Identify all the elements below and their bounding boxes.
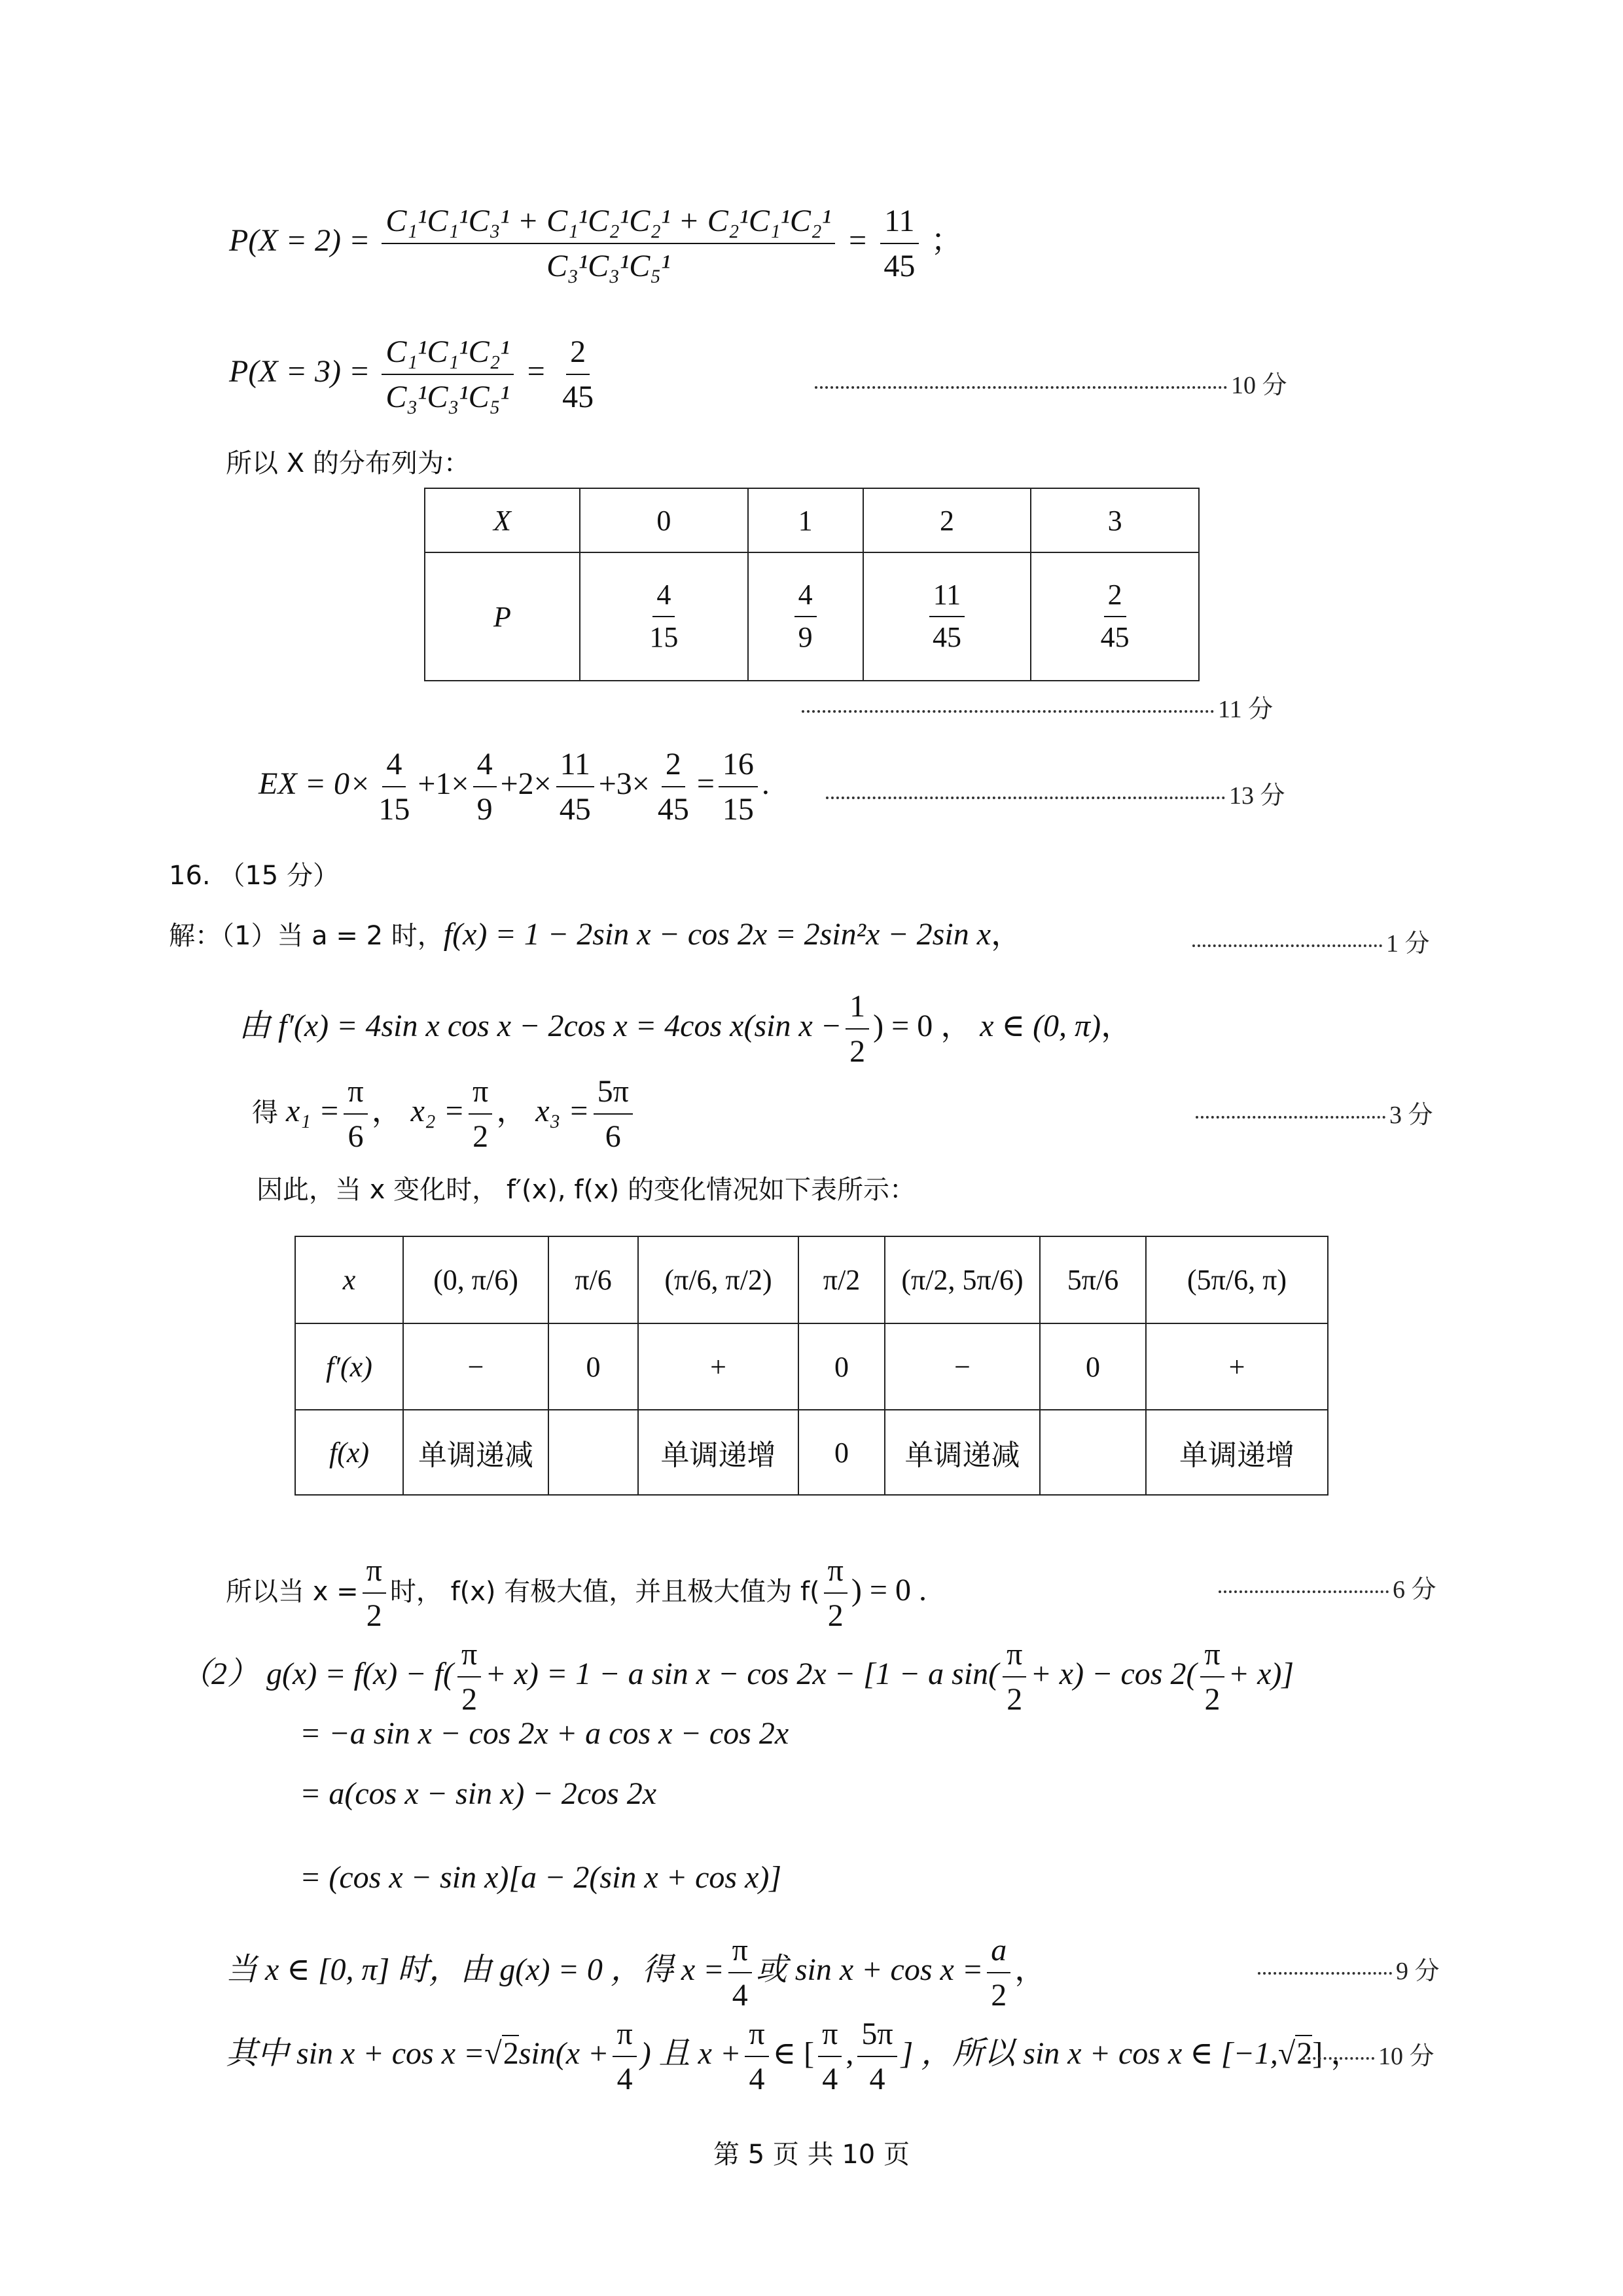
denominator: 2 [827,1598,844,1634]
case-line [226,1932,1046,2013]
denominator: 2 [1204,1682,1221,1717]
fraction [745,2016,768,2097]
fraction [929,579,965,654]
denominator: C₃¹C₃¹C₅¹ [546,249,671,284]
score-text: 3 分 [1389,1102,1433,1129]
range-prefix: 其中 sin x + cos x = [226,2036,485,2072]
punct: ， [1101,1009,1133,1044]
equals: = [847,223,868,259]
range-end: ] ， [1312,2036,1363,2072]
solution-part1-line [169,919,1022,950]
max-prefix: 所以当 x = [226,1577,359,1607]
score-text: 9 分 [1396,1958,1440,1985]
table-cell [1040,1410,1146,1495]
table-cell: 单调递增 [638,1410,798,1495]
operator: = [696,766,715,802]
fraction [794,579,817,654]
fraction [469,1073,492,1155]
numerator: π [457,1636,481,1677]
score-text: 10 分 [1231,372,1287,399]
numerator: π [818,2016,842,2057]
denominator: 45 [883,249,916,284]
punct: ， [496,1094,528,1129]
sqrt-symbol: √2 [1277,2036,1313,2072]
expr: + x) = 1 − a sin x − cos 2x − [1 − a sin( [485,1657,999,1692]
punct: ； [931,223,963,259]
punct: . [761,766,770,802]
case-prefix: 当 x ∈ [0, π] 时，由 g(x) = 0 ，得 x = [226,1952,724,1988]
fraction [987,1932,1010,2013]
table-cell: f′(x) [295,1323,403,1410]
table-cell: (π/6, π/2) [638,1236,798,1323]
table-cell: (π/2, 5π/6) [885,1236,1040,1323]
expr: + x) − cos 2( [1030,1657,1197,1692]
roots-prefix: 得 [252,1098,278,1128]
denominator: 15 [722,792,754,827]
numerator: π [745,2016,768,2057]
radicand: 2 [503,2036,519,2072]
score-text: 6 分 [1393,1576,1436,1604]
expr: + x)] [1228,1657,1294,1692]
max-mid: 时， f(x) 有极大值，并且极大值为 f( [389,1577,820,1607]
table-cell [748,552,863,681]
table-cell: − [885,1323,1040,1410]
score-marker [1258,1950,1440,1986]
table-cell [548,1410,638,1495]
eq-lhs: P(X = 2) = [229,223,370,259]
derivative-line [239,988,1132,1069]
table-cell: 0 [1040,1323,1146,1410]
eq-p-x2 [229,203,962,284]
fraction [645,579,682,654]
radicand: 2 [1296,2036,1313,2072]
table-cell: 0 [580,488,748,552]
fraction [857,2016,897,2097]
page-footer: 第 5 页 共 10 页 [713,2140,910,2170]
range-line [226,2016,1362,2097]
table-cell: 3 [1031,488,1199,552]
fraction [654,746,693,827]
table-row [295,1236,1328,1323]
denominator: 4 [822,2062,838,2097]
score-marker [815,365,1287,401]
numerator: π [1003,1636,1026,1677]
score-marker [826,775,1285,811]
fraction [473,746,497,827]
table-cell [863,552,1031,681]
roots-line [252,1073,637,1155]
punct: ， [371,1094,403,1129]
fraction [728,1932,752,2013]
score-text: 10 分 [1378,2043,1435,2070]
score-marker [1219,1569,1436,1605]
fraction [846,988,869,1069]
numerator: 4 [382,746,406,787]
part2-line4: = (cos x − sin x)[a − 2(sin x + cos x)] [300,1860,782,1895]
table-cell: 单调递减 [885,1410,1040,1495]
deriv-mid: ) = 0 ， [873,1009,972,1044]
denominator: 45 [562,380,594,415]
table-cell [1031,552,1199,681]
punct: ， [991,917,1023,952]
part2-line2: = −a sin x − cos 2x + a cos x − cos 2x [300,1716,789,1751]
denominator: 9 [476,792,493,827]
table-cell: x [295,1236,403,1323]
table-cell: 0 [798,1410,885,1495]
fraction [1003,1636,1026,1717]
fraction [374,746,414,827]
score-text: 1 分 [1386,930,1430,958]
table-cell: P [425,552,580,681]
denominator: 2 [461,1682,478,1717]
score-text: 13 分 [1229,782,1285,810]
denominator: 45 [559,792,591,827]
root-label: x₁ = [286,1094,340,1129]
denominator: 15 [649,621,679,653]
operator: +1× [418,766,469,802]
operator: +2× [500,766,552,802]
part2-line1 [180,1636,1294,1717]
table-cell: − [403,1323,548,1410]
table-cell: 1 [748,488,863,552]
numerator: 5π [594,1073,633,1115]
table-cell: (5π/6, π) [1146,1236,1328,1323]
score-marker [1302,2036,1435,2072]
denominator: 2 [991,1978,1007,2013]
numerator: 4 [473,746,497,787]
table-cell: f(x) [295,1410,403,1495]
sqrt-symbol: √2 [484,2036,519,2072]
numerator: 5π [857,2016,897,2057]
table-cell [580,552,748,681]
fraction [556,746,595,827]
dist-intro: 所以 X 的分布列为： [226,448,470,478]
numerator: 11 [880,203,918,244]
denominator: 6 [605,1119,621,1155]
fraction [818,2016,842,2097]
numerator: π [363,1552,386,1594]
numerator: π [613,2016,636,2057]
denominator: 45 [932,621,961,653]
denominator: 45 [657,792,689,827]
table-cell: 2 [863,488,1031,552]
denominator: C₃¹C₃¹C₅¹ [385,380,510,415]
numerator: π [469,1073,492,1115]
range-sin: sin(x + [518,2036,609,2072]
denominator: 45 [1100,621,1130,653]
expr: （2） g(x) = f(x) − f( [180,1657,454,1692]
numerator: 2 [662,746,685,787]
numerator: C₁¹C₁¹C₃¹ + C₁¹C₂¹C₂¹ + C₂¹C₁¹C₂¹ [382,203,835,244]
fraction [558,334,597,415]
table-cell: 单调递减 [403,1410,548,1495]
max-value-line [226,1552,927,1634]
denominator: 2 [1007,1682,1023,1717]
numerator: 16 [719,746,758,787]
range-in: ∈ [ [772,2036,815,2072]
question-number: 16. （15 分） [169,861,339,891]
score-marker [1196,1094,1433,1130]
fraction [344,1073,367,1155]
table-intro: 因此，当 x 变化时， f′(x), f(x) 的变化情况如下表所示： [257,1175,916,1205]
table-cell: π/2 [798,1236,885,1323]
root-label: x₂ = [410,1094,465,1129]
sol-expr: f(x) = 1 − 2sin x − cos 2x = 2sin²x − 2sin x [443,917,991,952]
fraction [594,1073,633,1155]
eq-lhs: EX = 0× [259,766,371,802]
punct: ， [1014,1952,1046,1988]
numerator: C₁¹C₁¹C₂¹ [382,334,513,375]
numerator: 4 [794,579,817,617]
expectation-eq [259,746,770,827]
denominator: 2 [849,1034,866,1069]
fraction [382,334,513,415]
denominator: 4 [732,1978,748,2013]
denominator: 2 [366,1598,382,1634]
denominator: 4 [616,2062,633,2097]
denominator: 4 [749,2062,765,2097]
eq-lhs: P(X = 3) = [229,354,370,389]
max-end: ) = 0 . [851,1573,927,1608]
denominator: 9 [798,621,813,653]
numerator: π [824,1552,847,1594]
numerator: 2 [566,334,590,375]
denominator: 15 [378,792,410,827]
table-cell: 0 [798,1323,885,1410]
sol-prefix: 解：（1）当 a = 2 时， [169,921,444,951]
case-mid: 或 sin x + cos x = [755,1952,984,1988]
denominator: 6 [348,1119,364,1155]
denominator: 2 [473,1119,489,1155]
range-close: ] ，所以 sin x + cos x ∈ [−1, [901,2036,1278,2072]
numerator: π [1200,1636,1224,1677]
deriv-expr: 由 f′(x) = 4sin x cos x − 2cos x = 4cos x(sin x − [239,1009,842,1044]
eq-p-x3 [229,334,601,415]
table-row [425,552,1199,681]
operator: +3× [598,766,650,802]
table-cell: 5π/6 [1040,1236,1146,1323]
table-cell: 单调递增 [1146,1410,1328,1495]
table-cell: 0 [548,1323,638,1410]
equals: = [525,354,547,389]
numerator: 4 [652,579,675,617]
numerator: π [728,1932,752,1973]
numerator: π [344,1073,367,1115]
table-cell: + [1146,1323,1328,1410]
fraction [1200,1636,1224,1717]
score-text: 11 分 [1218,696,1274,723]
part2-line3: = a(cos x − sin x) − 2cos 2x [300,1776,657,1811]
root-label: x₃ = [535,1094,590,1129]
range-mid: ) 且 x + [640,2036,741,2072]
fraction [363,1552,386,1634]
fraction [824,1552,847,1634]
fraction [382,203,835,284]
denominator: 4 [869,2062,885,2097]
table-cell: π/6 [548,1236,638,1323]
distribution-table [424,488,1200,681]
numerator: 2 [1104,579,1126,617]
score-marker [1192,923,1430,959]
fraction [1097,579,1133,654]
fraction [613,2016,636,2097]
table-row [425,488,1199,552]
numerator: 11 [929,579,965,617]
variation-table [294,1236,1329,1496]
numerator: 1 [846,988,869,1030]
table-row [295,1323,1328,1410]
score-marker [802,689,1273,725]
numerator: a [987,1932,1010,1973]
table-cell: + [638,1323,798,1410]
table-row [295,1410,1328,1495]
punct: , [846,2036,854,2072]
fraction [880,203,919,284]
numerator: 11 [556,746,594,787]
domain: x ∈ (0, π) [980,1009,1101,1044]
table-cell: (0, π/6) [403,1236,548,1323]
table-cell: X [425,488,580,552]
fraction [719,746,758,827]
fraction [457,1636,481,1717]
